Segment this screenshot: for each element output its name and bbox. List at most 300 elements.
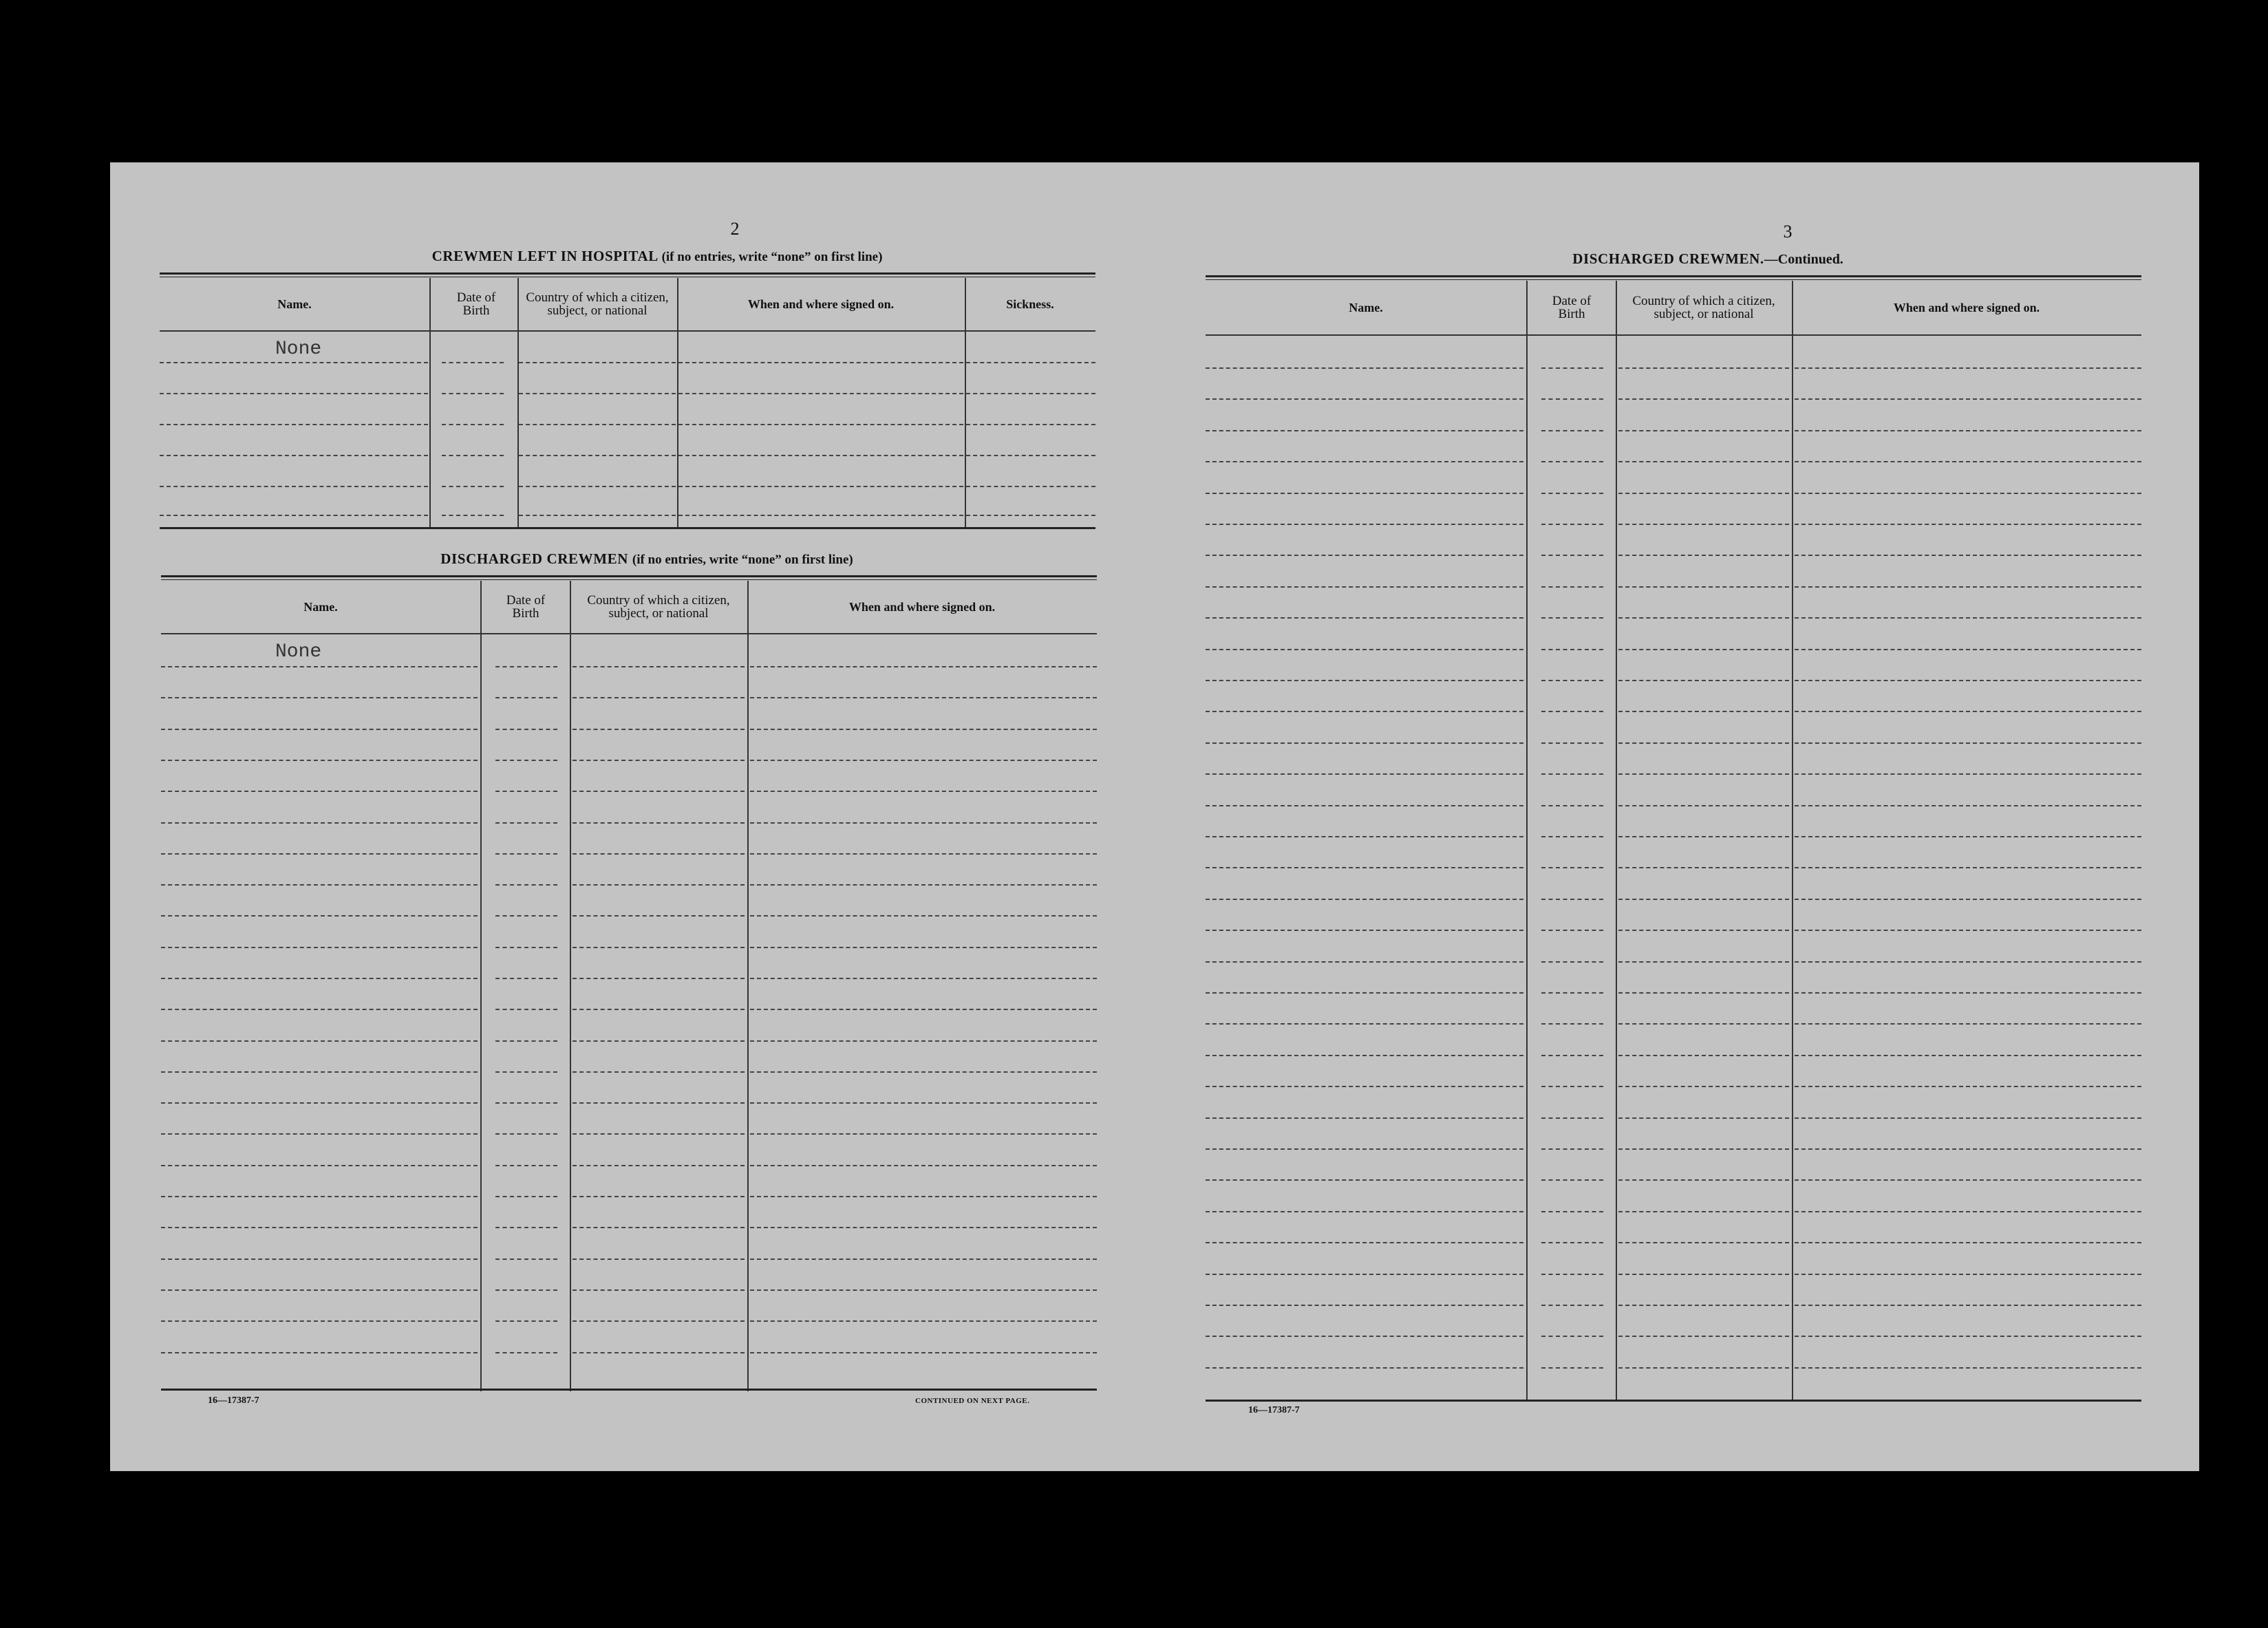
entry-line	[1541, 742, 1603, 744]
entry-line	[1795, 742, 2141, 744]
entry-line	[161, 666, 478, 667]
entry-line	[1618, 524, 1789, 525]
entry-line	[573, 1133, 745, 1135]
entry-line	[1206, 1211, 1523, 1212]
entry-line	[1541, 1086, 1603, 1087]
entry-line	[573, 1227, 745, 1228]
discharged-title-note: (if no entries, write “none” on first line)	[632, 553, 853, 567]
entry-line	[1541, 961, 1603, 963]
entry-line	[442, 486, 504, 487]
entry-line	[750, 791, 1097, 792]
entry-line	[1541, 1211, 1603, 1212]
entry-line	[1206, 398, 1523, 400]
entry-line	[495, 760, 557, 761]
column-divider	[480, 581, 482, 1391]
entry-line	[442, 393, 504, 394]
entry-line	[1206, 1086, 1523, 1087]
entry-line	[161, 1009, 478, 1010]
entry-line	[1541, 805, 1603, 806]
entry-line	[573, 947, 745, 948]
entry-line	[1795, 992, 2141, 994]
entry-line	[495, 666, 557, 667]
entry-line	[1206, 367, 1523, 369]
table-top-rule-thin	[1206, 279, 2141, 280]
entry-line	[1618, 711, 1789, 712]
entry-line	[161, 1040, 478, 1042]
column-divider	[429, 278, 431, 527]
entry-line	[750, 915, 1097, 917]
entry-line	[1795, 555, 2141, 556]
entry-line	[1795, 617, 2141, 619]
entry-line	[1206, 586, 1523, 588]
entry-line	[495, 697, 557, 698]
entry-line	[161, 791, 478, 792]
entry-line	[495, 1071, 557, 1073]
entry-line	[573, 1040, 745, 1042]
entry-line	[519, 515, 676, 516]
entry-line	[495, 729, 557, 730]
entry-line	[1618, 742, 1789, 744]
entry-line	[1206, 430, 1523, 431]
entry-line	[1206, 680, 1523, 681]
entry-line	[573, 822, 745, 824]
column-divider	[1526, 281, 1528, 1401]
entry-line	[495, 1040, 557, 1042]
entry-line	[573, 1102, 745, 1104]
entry-line	[1618, 867, 1789, 868]
entry-line	[1618, 680, 1789, 681]
entry-line	[573, 697, 745, 698]
entry-line	[1206, 992, 1523, 994]
entry-line	[1618, 1274, 1789, 1275]
entry-line	[1618, 1179, 1789, 1181]
entry-line	[1795, 1148, 2141, 1150]
entry-line	[160, 393, 428, 394]
entry-line	[1541, 617, 1603, 619]
discharged-section-title	[358, 550, 936, 568]
entry-line	[519, 486, 676, 487]
entry-line	[495, 1320, 557, 1322]
entry-line	[161, 1289, 478, 1291]
entry-line	[442, 515, 504, 516]
entry-line	[750, 884, 1097, 886]
continued-suffix: —Continued.	[1764, 252, 1843, 267]
discharged-continued-title	[1501, 250, 1914, 268]
entry-line	[161, 822, 478, 824]
table-bottom-rule	[161, 1389, 1097, 1391]
column-header-signed-on: When and where signed on.	[848, 599, 996, 614]
column-header-signed-on: When and where signed on.	[747, 297, 895, 311]
entry-line	[750, 1071, 1097, 1073]
entry-line	[573, 1196, 745, 1197]
entry-line	[750, 1009, 1097, 1010]
entry-line	[442, 424, 504, 425]
entry-line	[161, 760, 478, 761]
column-header-date-of-birth: Date of Birth	[456, 290, 496, 318]
entry-line	[161, 1227, 478, 1228]
entry-line	[161, 1133, 478, 1135]
entry-line	[495, 1227, 557, 1228]
entry-line	[573, 760, 745, 761]
column-divider	[1792, 281, 1793, 1401]
hospital-title-text: CREWMEN LEFT IN HOSPITAL	[431, 248, 658, 264]
table-top-rule	[1206, 275, 2141, 277]
entry-line	[495, 791, 557, 792]
entry-line	[1795, 1023, 2141, 1025]
entry-line	[1795, 524, 2141, 525]
entry-line	[495, 947, 557, 948]
entry-line	[678, 455, 963, 456]
entry-line	[1541, 1367, 1603, 1369]
entry-line	[1541, 586, 1603, 588]
header-bottom-rule	[1206, 334, 2141, 336]
entry-line	[1541, 1023, 1603, 1025]
entry-line	[966, 362, 1095, 363]
entry-line	[966, 455, 1095, 456]
entry-line	[1206, 742, 1523, 744]
entry-line	[1795, 586, 2141, 588]
entry-line	[161, 853, 478, 855]
entry-line	[495, 1289, 557, 1291]
entry-line	[495, 853, 557, 855]
entry-line	[573, 1320, 745, 1322]
column-header-name: Name.	[303, 599, 338, 614]
entry-line	[442, 455, 504, 456]
entry-line	[1795, 1367, 2141, 1369]
entry-line	[678, 393, 963, 394]
entry-line	[1541, 1305, 1603, 1306]
entry-line	[1795, 1055, 2141, 1056]
entry-line	[1206, 617, 1523, 619]
entry-line	[495, 1196, 557, 1197]
entry-line	[750, 1196, 1097, 1197]
entry-line	[1618, 1242, 1789, 1243]
entry-line	[1541, 930, 1603, 931]
entry-line	[519, 455, 676, 456]
right-page	[1206, 162, 2141, 1471]
entry-line	[1206, 773, 1523, 775]
table-bottom-rule	[1206, 1400, 2141, 1402]
entry-line	[495, 915, 557, 917]
hospital-section-title	[337, 248, 977, 265]
entry-line	[1618, 1117, 1789, 1119]
entry-line	[1618, 461, 1789, 462]
entry-line	[1206, 1367, 1523, 1369]
column-header-country: Country of which a citizen, subject, or national	[526, 290, 669, 318]
entry-line	[573, 1289, 745, 1291]
entry-line	[750, 760, 1097, 761]
entry-line	[161, 1196, 478, 1197]
entry-line	[1618, 805, 1789, 806]
entry-line	[160, 424, 428, 425]
entry-line	[1206, 1117, 1523, 1119]
entry-line	[161, 978, 478, 979]
entry-line	[750, 1133, 1097, 1135]
entry-line	[750, 947, 1097, 948]
discharged-first-entry: None	[275, 641, 322, 663]
entry-line	[519, 362, 676, 363]
header-bottom-rule	[161, 633, 1097, 634]
entry-line	[750, 822, 1097, 824]
entry-line	[678, 424, 963, 425]
entry-line	[1541, 1148, 1603, 1150]
entry-line	[1795, 899, 2141, 900]
form-sheet	[110, 162, 2199, 1471]
entry-line	[1618, 992, 1789, 994]
column-divider	[570, 581, 571, 1391]
form-code: 16—17387-7	[208, 1395, 259, 1406]
entry-line	[442, 362, 504, 363]
entry-line	[573, 1009, 745, 1010]
entry-line	[1541, 773, 1603, 775]
entry-line	[1795, 1179, 2141, 1181]
entry-line	[750, 1320, 1097, 1322]
entry-line	[1795, 649, 2141, 650]
entry-line	[1541, 367, 1603, 369]
entry-line	[1541, 1117, 1603, 1119]
entry-line	[750, 1259, 1097, 1260]
entry-line	[161, 1320, 478, 1322]
entry-line	[1618, 1211, 1789, 1212]
column-header-signed-on: When and where signed on.	[1893, 300, 2040, 314]
entry-line	[750, 1227, 1097, 1228]
entry-line	[1541, 711, 1603, 712]
entry-line	[1541, 992, 1603, 994]
page-number: 2	[730, 219, 740, 239]
entry-line	[750, 853, 1097, 855]
entry-line	[1541, 680, 1603, 681]
table-top-rule	[161, 575, 1097, 577]
entry-line	[573, 791, 745, 792]
column-header-name: Name.	[1349, 300, 1383, 314]
entry-line	[1541, 899, 1603, 900]
entry-line	[1541, 430, 1603, 431]
entry-line	[1206, 867, 1523, 868]
column-divider	[517, 278, 519, 527]
entry-line	[1541, 1055, 1603, 1056]
entry-line	[161, 729, 478, 730]
entry-line	[1795, 367, 2141, 369]
entry-line	[1795, 773, 2141, 775]
entry-line	[1541, 1274, 1603, 1275]
entry-line	[1795, 930, 2141, 931]
entry-line	[573, 1259, 745, 1260]
entry-line	[750, 1102, 1097, 1104]
entry-line	[1618, 1336, 1789, 1337]
entry-line	[1206, 649, 1523, 650]
entry-line	[750, 1289, 1097, 1291]
discharged-table	[161, 575, 1097, 1391]
entry-line	[1541, 524, 1603, 525]
entry-line	[495, 1102, 557, 1104]
entry-line	[161, 1259, 478, 1260]
entry-line	[573, 853, 745, 855]
entry-line	[1206, 1274, 1523, 1275]
entry-line	[495, 1352, 557, 1353]
entry-line	[160, 455, 428, 456]
entry-line	[1795, 711, 2141, 712]
form-code: 16—17387-7	[1248, 1405, 1300, 1415]
entry-line	[1206, 1179, 1523, 1181]
entry-line	[495, 1259, 557, 1260]
entry-line	[966, 515, 1095, 516]
entry-line	[161, 1102, 478, 1104]
entry-line	[750, 1352, 1097, 1353]
entry-line	[750, 697, 1097, 698]
entry-line	[1795, 1117, 2141, 1119]
entry-line	[1541, 867, 1603, 868]
entry-line	[1541, 493, 1603, 494]
entry-line	[966, 424, 1095, 425]
entry-line	[495, 1009, 557, 1010]
entry-line	[1618, 367, 1789, 369]
entry-line	[1795, 1211, 2141, 1212]
entry-line	[161, 884, 478, 886]
entry-line	[1618, 1086, 1789, 1087]
column-header-name: Name.	[277, 297, 312, 311]
hospital-table	[160, 272, 1095, 526]
entry-line	[1618, 555, 1789, 556]
entry-line	[1541, 649, 1603, 650]
table-top-rule-thin	[161, 579, 1097, 580]
table-top-rule	[160, 272, 1095, 275]
entry-line	[1206, 930, 1523, 931]
entry-line	[1618, 617, 1789, 619]
entry-line	[1795, 1274, 2141, 1275]
entry-line	[1541, 398, 1603, 400]
entry-line	[1541, 1179, 1603, 1181]
entry-line	[678, 486, 963, 487]
entry-line	[1795, 430, 2141, 431]
column-header-country: Country of which a citizen, subject, or national	[587, 593, 730, 621]
entry-line	[678, 515, 963, 516]
entry-line	[495, 978, 557, 979]
entry-line	[161, 947, 478, 948]
entry-line	[1618, 1367, 1789, 1369]
entry-line	[519, 393, 676, 394]
entry-line	[1618, 493, 1789, 494]
entry-line	[678, 362, 963, 363]
entry-line	[1206, 1055, 1523, 1056]
entry-line	[1206, 1305, 1523, 1306]
entry-line	[1795, 805, 2141, 806]
hospital-title-note: (if no entries, write “none” on first line)	[661, 250, 883, 264]
entry-line	[1541, 461, 1603, 462]
entry-line	[1206, 961, 1523, 963]
column-divider	[1616, 281, 1617, 1401]
entry-line	[573, 1352, 745, 1353]
entry-line	[750, 978, 1097, 979]
table-bottom-rule	[160, 527, 1095, 529]
entry-line	[1795, 398, 2141, 400]
left-page	[158, 162, 1108, 1471]
entry-line	[1206, 1023, 1523, 1025]
entry-line	[966, 486, 1095, 487]
entry-line	[1795, 867, 2141, 868]
discharged-title-text: DISCHARGED CREWMEN	[440, 550, 629, 567]
entry-line	[1795, 493, 2141, 494]
entry-line	[573, 884, 745, 886]
entry-line	[1206, 493, 1523, 494]
entry-line	[1618, 430, 1789, 431]
entry-line	[1206, 836, 1523, 837]
entry-line	[1206, 1242, 1523, 1243]
discharged-continued-title-text: DISCHARGED CREWMEN.	[1572, 250, 1764, 267]
entry-line	[1541, 1336, 1603, 1337]
entry-line	[573, 915, 745, 917]
entry-line	[1206, 805, 1523, 806]
entry-line	[1795, 836, 2141, 837]
header-bottom-rule	[160, 330, 1095, 332]
entry-line	[495, 884, 557, 886]
entry-line	[1618, 1055, 1789, 1056]
entry-line	[160, 515, 428, 516]
hospital-first-entry: None	[275, 339, 322, 360]
entry-line	[573, 729, 745, 730]
entry-line	[1618, 773, 1789, 775]
entry-line	[1206, 711, 1523, 712]
entry-line	[1795, 961, 2141, 963]
entry-line	[495, 822, 557, 824]
entry-line	[750, 1165, 1097, 1166]
entry-line	[495, 1133, 557, 1135]
entry-line	[1618, 1148, 1789, 1150]
column-header-country: Country of which a citizen, subject, or national	[1632, 294, 1775, 321]
entry-line	[161, 1352, 478, 1353]
entry-line	[1618, 899, 1789, 900]
entry-line	[160, 486, 428, 487]
entry-line	[750, 729, 1097, 730]
entry-line	[1206, 1336, 1523, 1337]
entry-line	[1618, 961, 1789, 963]
column-header-date-of-birth: Date of Birth	[506, 593, 546, 621]
entry-line	[1618, 586, 1789, 588]
entry-line	[966, 393, 1095, 394]
entry-line	[1795, 1336, 2141, 1337]
entry-line	[1206, 555, 1523, 556]
entry-line	[1795, 1086, 2141, 1087]
column-header-sickness: Sickness.	[1006, 297, 1054, 311]
column-header-date-of-birth: Date of Birth	[1552, 294, 1592, 321]
entry-line	[750, 1040, 1097, 1042]
entry-line	[519, 424, 676, 425]
entry-line	[1206, 524, 1523, 525]
entry-line	[573, 1165, 745, 1166]
entry-line	[1618, 836, 1789, 837]
entry-line	[495, 1165, 557, 1166]
entry-line	[1795, 461, 2141, 462]
entry-line	[161, 915, 478, 917]
entry-line	[1206, 1148, 1523, 1150]
entry-line	[1618, 1023, 1789, 1025]
entry-line	[1541, 1242, 1603, 1243]
entry-line	[1795, 680, 2141, 681]
entry-line	[160, 362, 428, 363]
entry-line	[1206, 461, 1523, 462]
entry-line	[1618, 930, 1789, 931]
entry-line	[1206, 899, 1523, 900]
entry-line	[750, 666, 1097, 667]
entry-line	[573, 978, 745, 979]
entry-line	[1795, 1305, 2141, 1306]
continued-note: CONTINUED ON NEXT PAGE.	[915, 1397, 1030, 1405]
entry-line	[1618, 398, 1789, 400]
entry-line	[161, 1165, 478, 1166]
entry-line	[1618, 649, 1789, 650]
page-number: 3	[1783, 222, 1793, 242]
entry-line	[1541, 836, 1603, 837]
column-divider	[747, 581, 749, 1391]
